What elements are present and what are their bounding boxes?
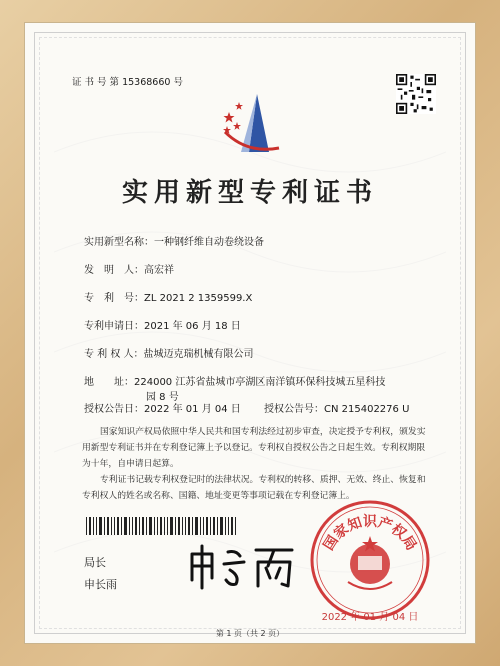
owner-label: 专 利 权 人： (84, 349, 144, 360)
address-value-line1: 224000 江苏省盐城市亭湖区南洋镇环保科技城五星科技 (134, 377, 386, 388)
director-title: 局长 (84, 556, 106, 569)
certificate-paper (24, 22, 476, 644)
inventor-row (84, 261, 174, 276)
filing-date-value: 2021 年 06 月 18 日 (144, 321, 241, 332)
seal-date: 2022 年 01 月 04 日 (321, 612, 419, 623)
handwritten-signature (184, 540, 304, 592)
grant-row (84, 400, 409, 415)
certificate-title: 实用新型专利证书 (121, 178, 378, 208)
grant-number-label: 授权公告号： (263, 404, 324, 415)
grant-number-value: CN 215402276 U (323, 404, 410, 415)
owner-value: 盐城迈克瑞机械有限公司 (143, 349, 254, 360)
page-number: 第 1 页（共 2 页） (215, 629, 285, 638)
address-row (84, 373, 385, 388)
patent-office-emblem (219, 92, 285, 162)
grant-date-label: 授权公告日： (84, 404, 144, 415)
patent-number-row (84, 289, 252, 304)
official-seal (308, 498, 432, 622)
director-name: 申长雨 (84, 578, 117, 591)
seal-text: 国家知识产权局 (320, 514, 420, 554)
grant-date-value: 2022 年 01 月 04 日 (144, 404, 241, 415)
paragraph-grant: 国家知识产权局依照中华人民共和国专利法经过初步审查，决定授予专利权，颁发实用新型专利证书并在专利登记簿上予以登记。专利权自授权公告之日起生效。专利权期限为十年，自申请日起算。 (82, 427, 426, 469)
inventor-value: 高宏祥 (144, 265, 174, 276)
paragraph-legal-status: 专利证书记载专利权登记时的法律状况。专利权的转移、质押、无效、终止、恢复和专利权人的姓名或名称、国籍、地址变更等事项记载在专利登记簿上。 (82, 475, 426, 501)
filing-date-label: 专利申请日： (84, 321, 144, 332)
filing-date-row (84, 317, 241, 332)
certificate-number: 证 书 号 第 15368660 号 (72, 77, 183, 88)
patent-number-label: 专 利 号： (84, 293, 144, 304)
patent-number-value: ZL 2021 2 1359599.X (144, 293, 253, 304)
utility-name-value: 一种钢纤维自动卷绕设备 (154, 237, 264, 248)
inventor-label: 发 明 人： (84, 265, 144, 276)
owner-row (84, 345, 254, 360)
address-label: 地 址： (84, 377, 134, 388)
barcode (86, 517, 238, 535)
qr-code (396, 74, 436, 114)
utility-name-row (84, 233, 264, 248)
address-value-line2: 园 8 号 (146, 392, 179, 403)
utility-name-label: 实用新型名称： (84, 237, 154, 248)
